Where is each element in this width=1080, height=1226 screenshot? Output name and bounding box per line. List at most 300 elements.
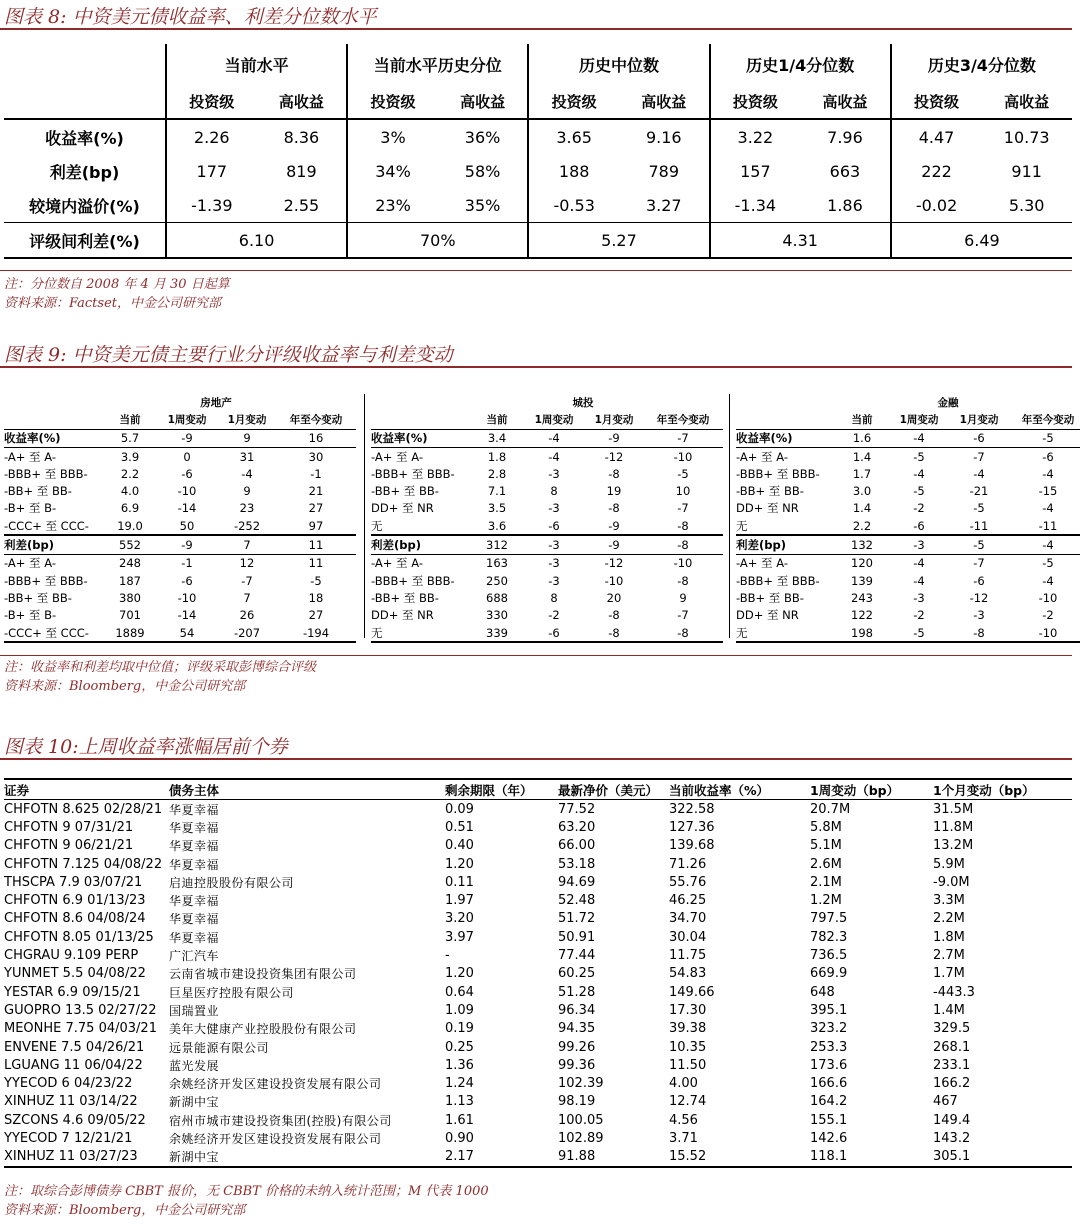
fig9-note-rule <box>0 655 1072 656</box>
fig9-section-cell: -8 <box>643 535 723 554</box>
fig9-section-cell: 3.4 <box>471 429 523 447</box>
fig9-cell: 187 <box>119 573 141 588</box>
fig9-cell: -2 <box>913 608 925 623</box>
fig9-cell: -10 <box>177 590 197 605</box>
fig9-cell: 7.1 <box>487 484 507 499</box>
fig10-security: YESTAR 6.9 09/15/21 <box>4 984 141 1000</box>
fig9-rating-label: -A+ 至 A- <box>736 556 788 571</box>
fig10-col-header: 当前收益率（%） <box>669 779 810 800</box>
fig9-section-cell: 16 <box>276 429 356 447</box>
fig9-cell: 10 <box>675 484 691 499</box>
fig8-cell: 911 <box>1011 161 1042 181</box>
fig10-chg-1m: -443.3 <box>933 984 975 1000</box>
fig9-rating-label: DD+ 至 NR <box>371 501 434 516</box>
fig10-col-header: 最新净价（美元） <box>558 779 669 800</box>
fig10-price: 51.72 <box>558 911 596 927</box>
fig10-yield: 17.30 <box>669 1002 707 1018</box>
fig9-rating-label: -BB+ 至 BB- <box>4 590 72 605</box>
fig9-cell: 0 <box>183 449 191 464</box>
fig10-tenor: 1.20 <box>445 856 474 872</box>
fig9-cell: -8 <box>677 573 689 588</box>
fig9-cell: -2 <box>1042 608 1054 623</box>
fig9-cell: -4 <box>241 466 253 481</box>
fig9-rating-label: -A+ 至 A- <box>371 556 423 571</box>
fig10-security: MEONHE 7.75 04/03/21 <box>4 1021 157 1037</box>
fig10-yield: 71.26 <box>669 856 707 872</box>
fig10-issuer: 美年大健康产业控股股份有限公司 <box>169 1022 357 1037</box>
fig8-cell: 5.30 <box>981 188 1072 223</box>
fig9-col-header: 1周变动 <box>523 411 585 429</box>
fig9-section-cell: -4 <box>888 429 950 447</box>
fig10-yield: 39.38 <box>669 1021 707 1037</box>
fig8-sub-header: 投资级 <box>347 84 438 119</box>
fig9-cell: -252 <box>233 518 261 533</box>
fig9-blank <box>736 394 836 411</box>
fig8-corner <box>4 44 166 84</box>
fig8-cell: 36% <box>438 119 529 154</box>
fig9-cell: 18 <box>308 590 324 605</box>
fig10-yield: 12.74 <box>669 1094 707 1110</box>
fig9-section-cell: -7 <box>643 429 723 447</box>
fig9-cell: -10 <box>604 573 624 588</box>
fig10-chg-1m: 31.5M <box>933 801 974 817</box>
fig9-cell: -7 <box>973 556 985 571</box>
fig8-cell: 3.22 <box>710 119 801 154</box>
fig10-chg-1w: 669.9 <box>810 966 848 982</box>
fig10-chg-1m: 149.4 <box>933 1112 971 1128</box>
fig9-cell: -10 <box>177 484 197 499</box>
fig8-spread-cell: 6.49 <box>891 223 1072 259</box>
fig10-price: 100.05 <box>558 1112 604 1128</box>
fig9-cell: 2.2 <box>120 466 140 481</box>
fig10-chg-1w: 395.1 <box>810 1002 848 1018</box>
fig8-cell: 10.73 <box>981 119 1072 154</box>
fig10-yield: 10.35 <box>669 1039 707 1055</box>
fig8-sub-header: 投资级 <box>166 84 257 119</box>
fig10-tenor: 3.20 <box>445 911 474 927</box>
fig9-cell: 330 <box>486 608 508 623</box>
fig9-cell: -5 <box>913 484 925 499</box>
fig8-cell: 9.16 <box>619 119 710 154</box>
fig10-source: 资料来源：Bloomberg，中金公司研究部 <box>4 1203 246 1218</box>
fig9-section-cell: -3 <box>523 535 585 554</box>
fig9-col-header: 当前 <box>104 411 156 429</box>
fig9-cell: 54 <box>156 624 218 642</box>
fig9-rating-label: -A+ 至 A- <box>371 449 423 464</box>
fig8-spread-cell: 70% <box>347 223 528 259</box>
fig8-sub-header: 高收益 <box>641 92 687 111</box>
fig9-cell: -1 <box>181 556 193 571</box>
fig9-cell: 19 <box>606 484 622 499</box>
fig10-title: 图表 10:上周收益率涨幅居前个券 <box>4 736 288 758</box>
fig9-col-header: 1月变动 <box>950 411 1008 429</box>
fig9-cell: -14 <box>177 501 197 516</box>
fig10-chg-1w: 797.5 <box>810 911 848 927</box>
fig9-cell: 339 <box>471 624 523 642</box>
fig9-cell: -10 <box>673 556 693 571</box>
fig10-chg-1w: 5.8M <box>810 819 842 835</box>
fig9-cell: -8 <box>643 624 723 642</box>
fig10-tenor: - <box>445 948 450 964</box>
fig9-cell: 250 <box>486 573 508 588</box>
fig9-cell: -6 <box>181 573 193 588</box>
fig9-panel-name: 金融 <box>937 397 959 410</box>
fig9-cell: -5 <box>310 573 322 588</box>
fig9-col-header: 当前 <box>471 411 523 429</box>
fig8-cell: 8.36 <box>257 119 348 154</box>
fig8-note: 注：分位数自 2008 年 4 月 30 日起算 <box>4 277 230 292</box>
fig10-chg-1m: 329.5 <box>933 1021 971 1037</box>
fig10-row <box>4 891 1072 909</box>
fig8-cell: 2.55 <box>257 188 348 223</box>
fig9-cell: -5 <box>1042 556 1054 571</box>
fig9-section-cell: -3 <box>888 535 950 554</box>
fig10-security: YYECOD 6 04/23/22 <box>4 1076 133 1092</box>
fig10-col-header: 债务主体 <box>169 779 445 800</box>
fig10-chg-1m: 5.9M <box>933 856 965 872</box>
fig9-cell: 3.5 <box>487 501 507 516</box>
fig10-yield: 15.52 <box>669 1148 810 1167</box>
fig10-chg-1w: 2.6M <box>810 856 842 872</box>
fig9-cell: -10 <box>1038 590 1058 605</box>
fig9-cell: 243 <box>851 590 873 605</box>
fig9-cell: 163 <box>486 556 508 571</box>
fig9-blank <box>104 394 156 411</box>
fig10-security: CHFOTN 8.05 01/13/25 <box>4 929 154 945</box>
fig9-rating-label: -BBB+ 至 BBB- <box>371 466 455 481</box>
fig10-note: 注：取综合彭博债券 CBBT 报价，无 CBBT 价格的未纳入统计范围；M 代表 1000 <box>4 1184 489 1199</box>
fig8-spread-label: 评级间利差(%) <box>4 223 166 259</box>
fig8-title: 图表 8: 中资美元债收益率、利差分位数水平 <box>4 6 377 28</box>
fig9-cell: -6 <box>523 624 585 642</box>
fig9-cell: -3 <box>548 556 560 571</box>
fig8-note-rule <box>0 270 1072 271</box>
fig9-col-header: 当前 <box>836 411 888 429</box>
fig9-blank <box>276 394 356 411</box>
fig8-cell: 157 <box>710 154 801 188</box>
fig9-cell: -1 <box>310 466 322 481</box>
fig9-cell: -4 <box>973 466 985 481</box>
fig8-cell: 7.96 <box>800 119 891 154</box>
fig10-chg-1w: 1.2M <box>810 893 842 909</box>
fig8-sub-header: 投资级 <box>891 84 982 119</box>
fig9-section-cell: 312 <box>471 535 523 554</box>
fig9-cell: 198 <box>836 624 888 642</box>
fig10-yield: 149.66 <box>669 984 715 1000</box>
fig9-cell: 120 <box>851 556 873 571</box>
fig10-chg-1m: 2.7M <box>933 948 965 964</box>
fig9-cell: -11 <box>969 518 989 533</box>
fig10-col-header: 1周变动（bp） <box>810 779 933 800</box>
fig9-cell: 701 <box>119 608 141 623</box>
fig10-row <box>4 1020 1072 1038</box>
fig10-chg-1w: 155.1 <box>810 1112 848 1128</box>
fig10-tenor: 1.13 <box>445 1094 474 1110</box>
fig9-cell: -5 <box>888 624 950 642</box>
fig9-panel-lgfv <box>371 394 723 643</box>
fig9-cell: 30 <box>308 449 324 464</box>
fig8-source: 资料来源：Factset，中金公司研究部 <box>4 296 221 311</box>
fig8-sub-header: 高收益 <box>460 92 506 111</box>
fig9-cell: -5 <box>913 449 925 464</box>
fig9-section-cell: 1.6 <box>836 429 888 447</box>
fig9-cell: 7 <box>243 590 251 605</box>
fig8-cell: 34% <box>347 154 438 188</box>
fig9-rating-label: -CCC+ 至 CCC- <box>4 518 89 533</box>
fig9-cell: 122 <box>851 608 873 623</box>
fig9-rating-label: -BBB+ 至 BBB- <box>736 466 820 481</box>
fig9-cell: -8 <box>677 518 689 533</box>
fig9-rating-label: 无 <box>736 518 748 533</box>
fig10-table <box>4 778 1072 1168</box>
fig10-price: 52.48 <box>558 893 596 909</box>
fig10-chg-1w: 2.1M <box>810 874 842 890</box>
fig9-cell: -10 <box>1008 624 1080 642</box>
fig9-cell: -15 <box>1038 484 1058 499</box>
fig10-row <box>4 1148 1072 1167</box>
fig9-section-cell: -5 <box>1008 429 1080 447</box>
fig9-rating-label: -A+ 至 A- <box>4 556 56 571</box>
fig10-security: CHFOTN 9 06/21/21 <box>4 838 134 854</box>
fig10-issuer: 华夏幸福 <box>169 894 220 909</box>
fig9-blank <box>643 394 723 411</box>
fig9-rating-label: -BBB+ 至 BBB- <box>4 466 88 481</box>
fig10-row <box>4 910 1072 928</box>
fig10-yield: 4.00 <box>669 1076 698 1092</box>
fig10-chg-1w: 5.1M <box>810 838 842 854</box>
fig9-rating-label: -CCC+ 至 CCC- <box>4 624 104 642</box>
fig9-cell: -7 <box>973 449 985 464</box>
fig9-title-rule <box>0 366 1072 368</box>
fig8-cell: 23% <box>347 188 438 223</box>
fig8-corner2 <box>4 84 166 119</box>
fig9-cell: -6 <box>913 518 925 533</box>
fig8-cell: 2.26 <box>166 119 257 154</box>
fig9-source: 资料来源：Bloomberg，中金公司研究部 <box>4 679 246 694</box>
fig9-cell: -7 <box>677 501 689 516</box>
fig10-security: YYECOD 7 12/21/21 <box>4 1130 133 1146</box>
fig10-yield: 4.56 <box>669 1112 698 1128</box>
fig9-rating-label: -BB+ 至 BB- <box>4 484 72 499</box>
fig10-row <box>4 946 1072 964</box>
fig10-row <box>4 983 1072 1001</box>
fig9-section-cell: 9 <box>218 429 276 447</box>
fig10-price: 50.91 <box>558 929 596 945</box>
fig10-row <box>4 1056 1072 1074</box>
fig9-cell: 1889 <box>104 624 156 642</box>
fig10-chg-1m: 467 <box>933 1094 958 1110</box>
fig9-cell: -3 <box>548 501 560 516</box>
fig9-cell: 19.0 <box>117 518 143 533</box>
fig9-cell: -6 <box>973 573 985 588</box>
fig8-row-label: 利差(bp) <box>49 162 120 182</box>
fig8-cell: -0.02 <box>891 188 982 223</box>
fig10-issuer: 新湖中宝 <box>169 1148 445 1167</box>
fig10-yield: 139.68 <box>669 838 715 854</box>
fig10-issuer: 华夏幸福 <box>169 857 220 872</box>
fig10-chg-1m: 268.1 <box>933 1039 971 1055</box>
fig10-tenor: 1.20 <box>445 966 474 982</box>
fig9-col-header: 年至今变动 <box>1008 411 1080 429</box>
fig9-rating-label: -BB+ 至 BB- <box>371 484 439 499</box>
fig10-yield: 3.71 <box>669 1130 698 1146</box>
fig9-cell: -9 <box>608 518 620 533</box>
fig10-security: CHFOTN 8.6 04/08/24 <box>4 911 146 927</box>
fig8-cell: 819 <box>286 161 317 181</box>
fig9-rating-label: -A+ 至 A- <box>4 449 56 464</box>
fig10-row <box>4 1129 1072 1147</box>
fig10-tenor: 0.51 <box>445 819 474 835</box>
fig8-cell: 663 <box>829 161 861 181</box>
fig10-yield: 11.50 <box>669 1057 707 1073</box>
fig10-chg-1w: 736.5 <box>810 948 848 964</box>
fig10-issuer: 华夏幸福 <box>169 820 220 835</box>
fig10-security: XINHUZ 11 03/27/23 <box>4 1148 169 1167</box>
fig10-col-header: 剩余期限（年） <box>445 779 558 800</box>
fig9-cell: 688 <box>486 590 508 605</box>
fig8-group-header: 当前水平历史分位 <box>347 44 528 84</box>
fig8-row-label: 较境内溢价(%) <box>4 188 166 223</box>
fig9-section-cell: 132 <box>836 535 888 554</box>
fig9-rating-label: DD+ 至 NR <box>736 501 799 516</box>
fig10-tenor: 1.09 <box>445 1002 474 1018</box>
fig10-row <box>4 1001 1072 1019</box>
fig10-price: 60.25 <box>558 966 596 982</box>
fig9-rating-label: -BB+ 至 BB- <box>736 484 804 499</box>
fig9-cell: -4 <box>913 466 925 481</box>
fig8-cell: -1.39 <box>166 188 257 223</box>
fig9-cell: 27 <box>308 608 324 623</box>
fig10-chg-1w: 166.6 <box>810 1076 848 1092</box>
fig10-issuer: 余姚经济开发区建设投资发展有限公司 <box>169 1077 382 1092</box>
fig9-section-label: 利差(bp) <box>736 535 836 554</box>
fig9-note: 注：收益率和利差均取中位值；评级采取彭博综合评级 <box>4 660 317 675</box>
fig10-security: LGUANG 11 06/04/22 <box>4 1057 143 1073</box>
fig10-tenor: 0.40 <box>445 838 474 854</box>
fig8-group-header: 历史3/4分位数 <box>891 44 1072 84</box>
fig10-yield: 55.76 <box>669 874 707 890</box>
fig9-rating-label: 无 <box>371 624 471 642</box>
fig9-cell: -3 <box>548 466 560 481</box>
fig10-issuer: 广汇汽车 <box>169 949 220 964</box>
fig9-section-cell: 7 <box>218 535 276 554</box>
fig9-cell: 1.7 <box>852 466 872 481</box>
fig9-cell: -4 <box>1042 501 1054 516</box>
fig10-chg-1m: 3.3M <box>933 893 965 909</box>
fig9-cell: -12 <box>604 449 624 464</box>
fig10-security: GUOPRO 13.5 02/27/22 <box>4 1002 157 1018</box>
fig9-cell: 1.4 <box>852 501 872 516</box>
fig8-cell: 58% <box>464 161 501 181</box>
fig8-spread-cell: 6.10 <box>166 223 347 259</box>
fig9-blank <box>471 394 523 411</box>
fig9-rating-label: -A+ 至 A- <box>736 449 788 464</box>
fig9-section-label: 收益率(%) <box>736 429 836 447</box>
fig10-yield: 30.04 <box>669 929 707 945</box>
fig10-row <box>4 1038 1072 1056</box>
fig9-rating-label: DD+ 至 NR <box>736 608 799 623</box>
fig9-panel-property <box>4 394 356 643</box>
fig10-tenor: 3.97 <box>445 929 474 945</box>
fig10-tenor: 0.90 <box>445 1130 474 1146</box>
fig9-cell: -7 <box>241 573 253 588</box>
fig8-sub-header: 高收益 <box>822 92 868 111</box>
fig9-panel-name: 城投 <box>572 397 594 410</box>
fig10-price: 66.00 <box>558 838 596 854</box>
fig10-col-header: 证券 <box>4 779 169 800</box>
fig10-chg-1m: 11.8M <box>933 819 974 835</box>
fig8-cell: 35% <box>438 188 529 223</box>
fig10-price: 51.28 <box>558 984 596 1000</box>
fig10-chg-1w: 20.7M <box>810 801 851 817</box>
fig8-cell: -1.34 <box>710 188 801 223</box>
fig9-cell: -6 <box>548 518 560 533</box>
fig10-chg-1m: -9.0M <box>933 874 970 890</box>
fig9-cell: 248 <box>119 556 141 571</box>
fig9-cell: -11 <box>1038 518 1058 533</box>
fig9-cell: 50 <box>179 518 195 533</box>
fig10-security: SZCONS 4.6 09/05/22 <box>4 1112 146 1128</box>
fig9-rating-label: -BBB+ 至 BBB- <box>4 573 88 588</box>
fig10-chg-1m: 166.2 <box>933 1076 971 1092</box>
fig9-cell: -5 <box>973 501 985 516</box>
fig8-table <box>4 44 1072 259</box>
fig9-rating-label: -BBB+ 至 BBB- <box>736 573 820 588</box>
fig10-chg-1m: 143.2 <box>933 1130 971 1146</box>
fig9-col-header: 年至今变动 <box>643 411 723 429</box>
fig9-panel-divider <box>364 394 365 638</box>
fig10-chg-1w: 164.2 <box>810 1094 848 1110</box>
fig9-section-cell: 5.7 <box>104 429 156 447</box>
fig10-tenor: 1.36 <box>445 1057 474 1073</box>
fig10-issuer: 余姚经济开发区建设投资发展有限公司 <box>169 1131 382 1146</box>
fig10-security: CHGRAU 9.109 PERP <box>4 948 139 964</box>
fig9-cell: -4 <box>1042 573 1054 588</box>
fig8-sub-header: 高收益 <box>278 92 324 111</box>
fig10-issuer: 启迪控股股份有限公司 <box>169 875 295 890</box>
fig9-cell: 9 <box>679 590 687 605</box>
fig10-chg-1m: 1.7M <box>933 966 965 982</box>
fig9-cell: 27 <box>308 501 324 516</box>
fig8-cell: 177 <box>166 154 257 188</box>
fig9-cell: -3 <box>913 590 925 605</box>
fig9-section-label: 收益率(%) <box>4 429 104 447</box>
fig9-cell: 8 <box>550 484 558 499</box>
fig10-price: 91.88 <box>558 1148 669 1167</box>
fig9-cell: -4 <box>548 449 560 464</box>
fig9-cell: 11 <box>308 556 324 571</box>
fig8-group-header: 历史中位数 <box>528 44 709 84</box>
fig9-cell: -6 <box>1042 449 1054 464</box>
fig10-issuer: 华夏幸福 <box>169 802 220 817</box>
fig10-price: 94.35 <box>558 1021 596 1037</box>
fig10-security: ENVENE 7.5 04/26/21 <box>4 1039 145 1055</box>
fig10-security: CHFOTN 9 07/31/21 <box>4 819 134 835</box>
fig9-panel-financial <box>736 394 1080 643</box>
fig9-cell: -7 <box>677 608 689 623</box>
fig10-row <box>4 800 1072 819</box>
fig10-title-rule <box>0 758 1072 760</box>
fig9-cell: -207 <box>218 624 276 642</box>
fig10-price: 63.20 <box>558 819 596 835</box>
fig10-issuer: 新湖中宝 <box>169 1095 220 1110</box>
fig9-cell: 1.8 <box>487 449 507 464</box>
fig9-cell: -194 <box>276 624 356 642</box>
fig9-cell: 2.2 <box>852 518 872 533</box>
fig10-issuer: 巨星医疗控股有限公司 <box>169 985 295 1000</box>
fig10-security: CHFOTN 7.125 04/08/22 <box>4 856 163 872</box>
fig10-issuer: 华夏幸福 <box>169 912 220 927</box>
